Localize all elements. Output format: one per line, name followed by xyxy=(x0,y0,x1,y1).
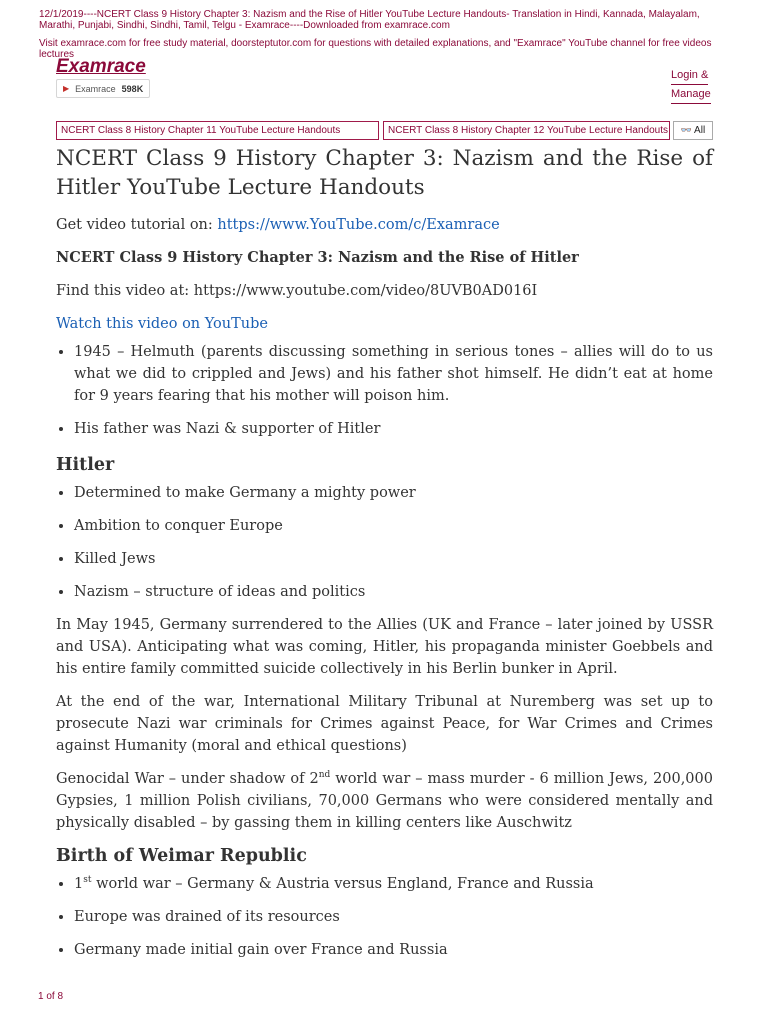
list-item: • Ambition to conquer Europe xyxy=(74,515,713,537)
para3-part-a: Genocidal War – under shadow of 2 xyxy=(56,771,319,787)
youtube-channel-name: Examrace xyxy=(75,83,116,94)
youtube-play-icon: ▶ xyxy=(63,84,70,93)
list-item: • Nazism – structure of ideas and politics xyxy=(74,581,713,603)
list-item: • Europe was drained of its resources xyxy=(74,906,713,928)
tutorial-prefix: Get video tutorial on: xyxy=(56,217,218,233)
weimar-list xyxy=(56,873,713,961)
list-item: • Determined to make Germany a mighty power xyxy=(74,482,713,504)
list-item: • His father was Nazi & supporter of Hitler xyxy=(74,418,713,440)
all-label: All xyxy=(694,125,706,136)
section-heading-hitler: Hitler xyxy=(56,455,115,475)
article-subheading: NCERT Class 9 History Chapter 3: Nazism and the Rise of Hitler xyxy=(56,249,579,266)
login-manage-link[interactable] xyxy=(671,66,711,104)
page-title: NCERT Class 9 History Chapter 3: Nazism and the Rise of Hitler YouTube Lecture Handouts xyxy=(56,146,713,200)
tab-class8-ch11[interactable]: NCERT Class 8 History Chapter 11 YouTube Lecture Handouts xyxy=(56,121,379,140)
print-header-line2: Visit examrace.com for free study material, doorsteptutor.com for questions with detailed explanations, and "Examrace" YouTube channel for free videos lectures xyxy=(39,38,712,60)
list-item: • 1945 – Helmuth (parents discussing something in serious tones – allies will do to us what we did to crippled and Jews) and his father shot himself. He didn’t eat at home for 9 years fearing that his mother will poison him. xyxy=(74,341,713,407)
login-line1: Login & xyxy=(671,66,708,85)
find-video-text: Find this video at: https://www.youtube.com/video/8UVB0AD016I xyxy=(56,283,538,299)
print-header-line1: 12/1/2019----NCERT Class 9 History Chapter 3: Nazism and the Rise of Hitler YouTube Lecture Handouts- Translation in Hindi, Kannada, Malayalam, Marathi, Punjabi, Sindhi, Sindhi, Tamil, Telgu - Examrace----Downloaded from examrace.com xyxy=(39,9,700,31)
hitler-list xyxy=(56,482,713,603)
tutorial-line xyxy=(56,214,713,236)
related-tabs xyxy=(56,121,713,140)
para3-sup: nd xyxy=(318,770,331,781)
youtube-channel-link[interactable]: https://www.YouTube.com/c/Examrace xyxy=(217,217,500,233)
weimar-b1-sup: st xyxy=(83,875,92,886)
youtube-subscribe-widget[interactable] xyxy=(56,79,150,98)
paragraph-surrender: In May 1945, Germany surrendered to the Allies (UK and France – later joined by USSR and USA). Anticipating what was coming, Hitler, his propaganda minister Goebbels and his entire family committed suicide collectively in his Berlin bunker in April. xyxy=(56,617,713,677)
watch-on-youtube-link[interactable]: Watch this video on YouTube xyxy=(56,316,268,332)
paragraph-nuremberg: At the end of the war, International Military Tribunal at Nuremberg was set up to prosecute Nazi war criminals for Crimes against Peace, for War Crimes and Crimes against Humanity (moral and ethical questions) xyxy=(56,694,713,754)
article-content xyxy=(56,142,713,972)
all-tabs-button[interactable] xyxy=(673,121,713,140)
page-number: 1 of 8 xyxy=(38,991,64,1002)
paragraph-genocide xyxy=(56,768,713,834)
glasses-icon: 👓 xyxy=(680,125,693,135)
para3-part-b: world war – mass murder - 6 million Jews, 200,000 Gypsies, 1 million Polish civilians, 70,000 Germans who were considered mentally and physically disabled – by gassing them in killing centers like Auschwitz xyxy=(56,771,713,831)
tab-class8-ch12[interactable]: NCERT Class 8 History Chapter 12 YouTube Lecture Handouts xyxy=(383,121,670,140)
intro-list xyxy=(56,341,713,440)
section-heading-weimar: Birth of Weimar Republic xyxy=(56,846,307,866)
list-item xyxy=(74,873,713,895)
youtube-subscriber-count: 598K xyxy=(121,83,144,94)
list-item: • Killed Jews xyxy=(74,548,713,570)
examrace-logo[interactable]: Examrace xyxy=(56,56,146,77)
login-line2: Manage xyxy=(671,85,711,104)
weimar-b1-b: world war – Germany & Austria versus England, France and Russia xyxy=(91,876,594,892)
list-item: • Germany made initial gain over France and Russia xyxy=(74,939,713,961)
weimar-b1-a: 1 xyxy=(74,876,84,892)
